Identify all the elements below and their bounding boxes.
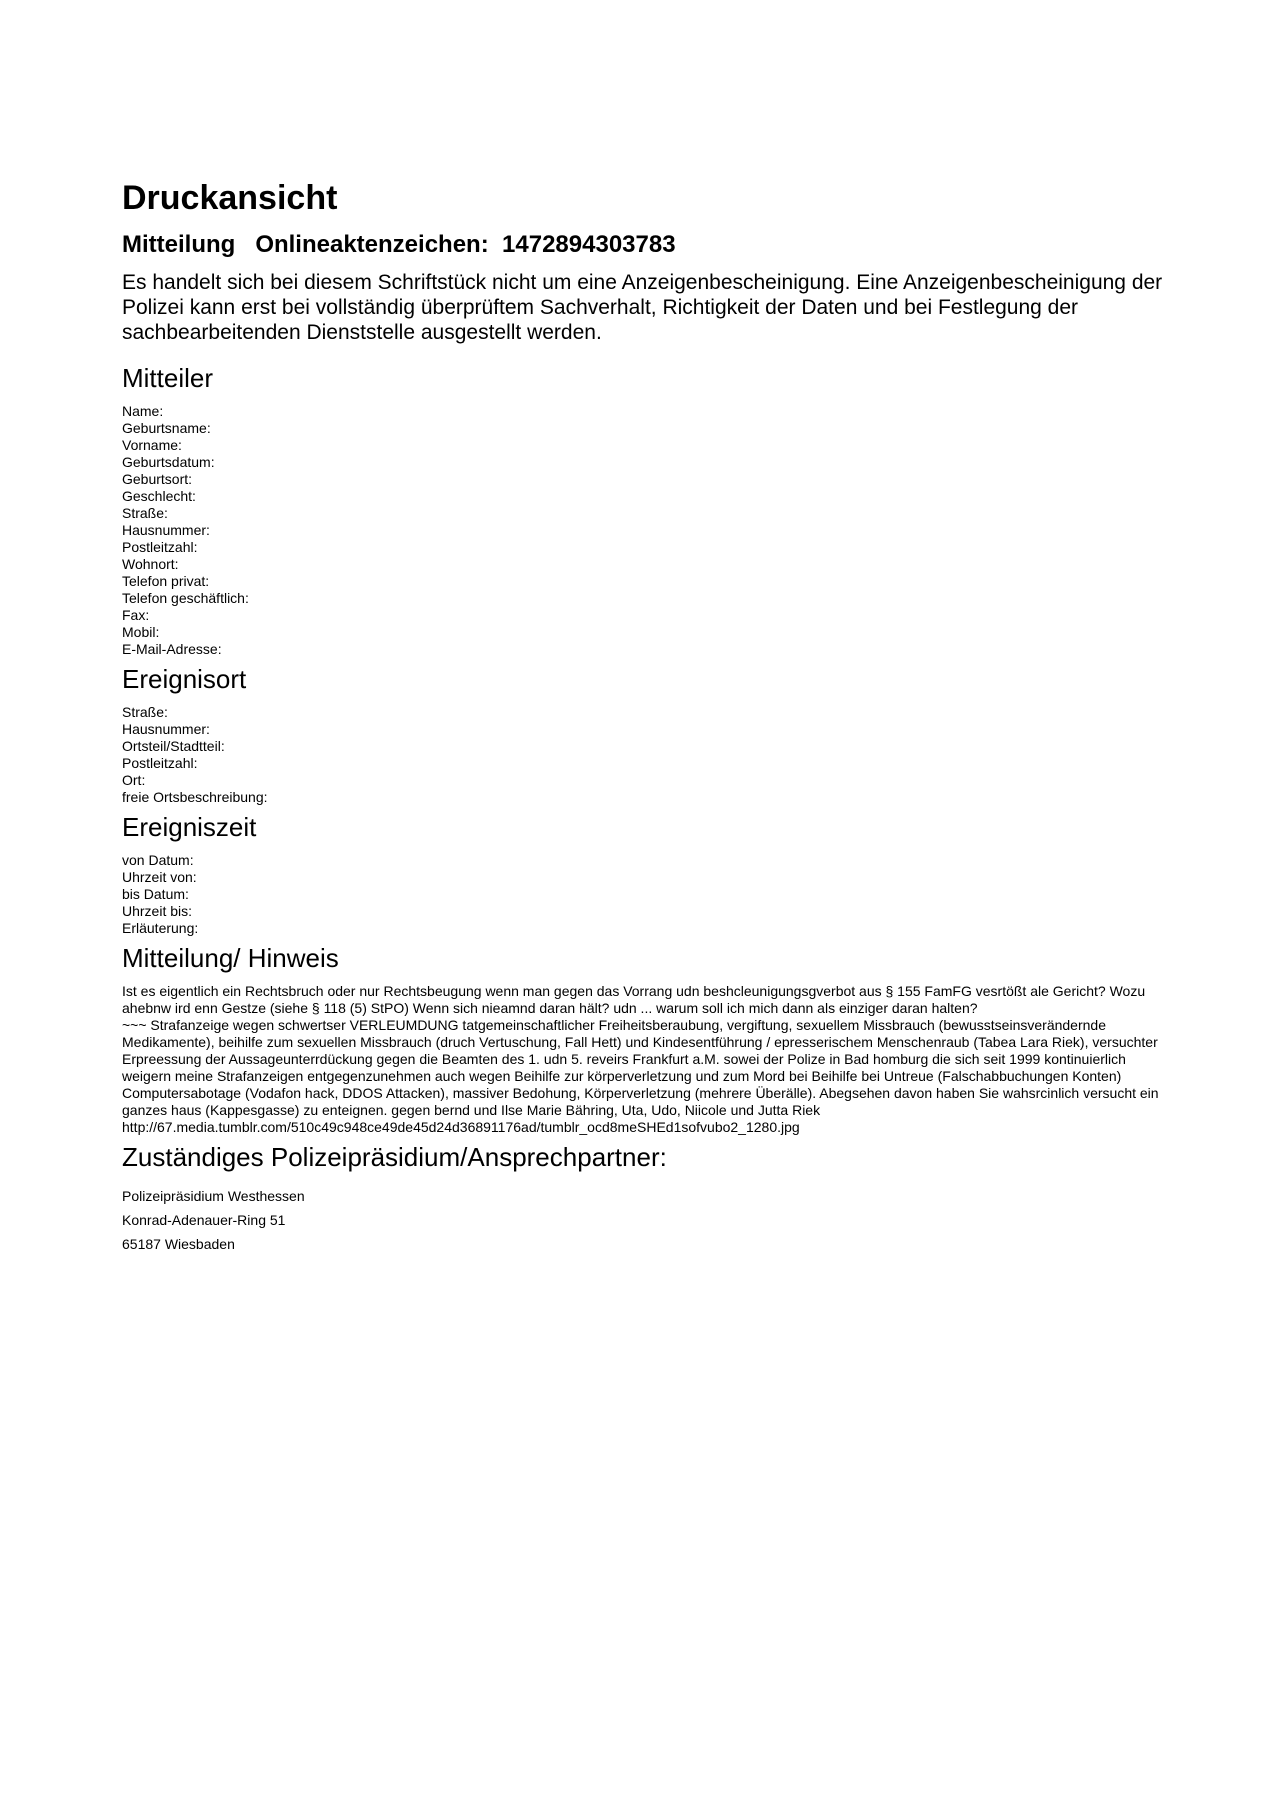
field-label-postleitzahl: Postleitzahl: bbox=[122, 539, 198, 555]
field-label-geburtsname: Geburtsname: bbox=[122, 420, 211, 436]
mitteiler-field-list bbox=[122, 403, 1172, 658]
field-label-uhrzeit-bis: Uhrzeit bis: bbox=[122, 903, 193, 919]
field-label-hausnummer: Hausnummer: bbox=[122, 721, 210, 737]
contact-city: 65187 Wiesbaden bbox=[122, 1236, 235, 1252]
field-label-ortsteil: Ortsteil/Stadtteil: bbox=[122, 738, 225, 754]
field-label-von-datum: von Datum: bbox=[122, 852, 194, 868]
section-heading-mitteiler: Mitteiler bbox=[122, 363, 214, 393]
field-label-vorname: Vorname: bbox=[122, 437, 182, 453]
field-label-mobil: Mobil: bbox=[122, 624, 160, 640]
section-heading-zustaendig: Zuständiges Polizeipräsidium/Ansprechpartner: bbox=[122, 1142, 667, 1172]
section-heading-hinweis: Mitteilung/ Hinweis bbox=[122, 943, 339, 973]
ereigniszeit-field-list bbox=[122, 852, 1172, 937]
field-label-erlaeuterung: Erläuterung: bbox=[122, 920, 199, 936]
case-reference-heading: Mitteilung Onlineaktenzeichen: 1472894303783 bbox=[122, 231, 676, 258]
field-label-ort: Ort: bbox=[122, 772, 146, 788]
field-label-email: E-Mail-Adresse: bbox=[122, 641, 222, 657]
field-label-geschlecht: Geschlecht: bbox=[122, 488, 196, 504]
section-heading-ereigniszeit: Ereigniszeit bbox=[122, 812, 257, 842]
field-label-name: Name: bbox=[122, 403, 164, 419]
page-title: Druckansicht bbox=[122, 179, 338, 217]
field-label-telefon-privat: Telefon privat: bbox=[122, 573, 210, 589]
print-view-document bbox=[122, 178, 1172, 1260]
field-label-postleitzahl: Postleitzahl: bbox=[122, 755, 198, 771]
notice-text: Ist es eigentlich ein Rechtsbruch oder nur Rechtsbeugung wenn man gegen das Vorrang udn beshcleunigungsgverbot aus § 155 FamFG vesrtößt ale Gericht? Wozu ahebnw ird enn Gestze (siehe § 118 (5) StPO) Wenn sich nieamnd daran hält? udn ... warum soll ich mich dann als einziger daran halten? ~~~ Strafanzeige wegen schwertser VERLEUMDUNG tatgemeinschaftlicher Freiheitsberaubung, vergiftung, sexuellem Missbrauch (bewusstseinsverändernde Medikamente), beihilfe zum sexuellen Missbrauch (druch Vertuschung, Fall Hett) und Kindesentführung / epresserischem Menschenraub (Tabea Lara Riek), versuchter Erpreessung der Aussageunterrdückung gegen die Beamten des 1. udn 5. reveirs Frankfurt a.M. sowei der Polize in Bad homburg die sich seit 1999 kontinuierlich weigern meine Strafanzeigen entgegenzunehmen auch wegen Beihilfe zur körperverletzung und zum Mord bei Beihilfe bei Untreue (Falschabbuchungen Konten) Computersabotage (Vodafon hack, DDOS Attacken), massiver Bedohung, Körperverletzung (mehrere Überälle). Abegsehen davon haben Sie wahsrcinlich versucht ein ganzes haus (Kappesgasse) zu enteignen. gegen bernd und Ilse Marie Bähring, Uta, Udo, Niicole und Jutta Riek http://67.media.tumblr.com/510c49c948ce49de45d24d36891176ad/tumblr_ocd8meSHEd1sofvubo2_1280.jpg bbox=[122, 983, 1159, 1135]
field-label-uhrzeit-von: Uhrzeit von: bbox=[122, 869, 197, 885]
ereignisort-field-list bbox=[122, 704, 1172, 806]
field-label-fax: Fax: bbox=[122, 607, 150, 623]
field-label-telefon-geschaeftlich: Telefon geschäftlich: bbox=[122, 590, 249, 606]
field-label-strasse: Straße: bbox=[122, 704, 168, 720]
field-label-hausnummer: Hausnummer: bbox=[122, 522, 210, 538]
field-label-ortsbeschreibung: freie Ortsbeschreibung: bbox=[122, 789, 268, 805]
contact-street: Konrad-Adenauer-Ring 51 bbox=[122, 1212, 286, 1228]
field-label-wohnort: Wohnort: bbox=[122, 556, 179, 572]
field-label-geburtsort: Geburtsort: bbox=[122, 471, 193, 487]
contact-organization: Polizeipräsidium Westhessen bbox=[122, 1188, 305, 1204]
police-contact-address bbox=[122, 1188, 1172, 1253]
field-label-strasse: Straße: bbox=[122, 505, 168, 521]
section-heading-ereignisort: Ereignisort bbox=[122, 664, 247, 694]
field-label-bis-datum: bis Datum: bbox=[122, 886, 189, 902]
field-label-geburtsdatum: Geburtsdatum: bbox=[122, 454, 215, 470]
disclaimer-text: Es handelt sich bei diesem Schriftstück nicht um eine Anzeigenbescheinigung. Eine Anzeigenbescheinigung der Polizei kann erst bei vollständig überprüftem Sachverhalt, Richtigkeit der Daten und bei Festlegung der sachbearbeitenden Dienststelle ausgestellt werden. bbox=[122, 271, 1163, 344]
